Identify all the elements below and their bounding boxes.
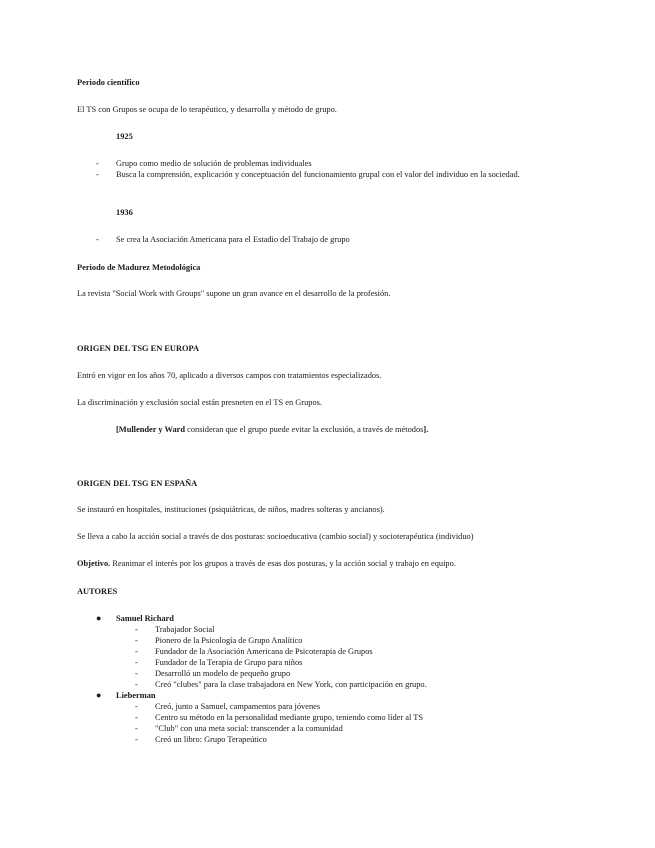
author-lieberman: Lieberman <box>116 691 156 700</box>
dash-marker: - <box>135 636 138 645</box>
heading-origen-europa: ORIGEN DEL TSG EN EUROPA <box>77 344 200 353</box>
objetivo-label: Objetivo. <box>77 559 111 568</box>
dash-marker: - <box>135 658 138 667</box>
paragraph-revista: La revista "Social Work with Groups" supone un gran avance en el desarrollo de la profesión. <box>77 289 391 298</box>
list-item: "Club" con una meta social: transcender a la comunidad <box>155 724 343 733</box>
paragraph-europa-2: La discriminación y exclusión social están presneten en el TS en Grupos. <box>77 398 322 407</box>
dash-marker: - <box>135 625 138 634</box>
heading-periodo-cientifico: Periodo científico <box>77 78 140 87</box>
dash-marker: - <box>96 159 99 168</box>
list-item: Fundador de la Terapia de Grupo para niños <box>155 658 303 667</box>
paragraph-europa-1: Entró en vigor en los años 70, aplicado a diversos campos con tratamientos especializados. <box>77 371 382 380</box>
heading-periodo-madurez: Periodo de Madurez Metodológica <box>77 263 201 272</box>
bullet-icon: ● <box>96 690 102 700</box>
heading-autores: AUTORES <box>77 587 118 596</box>
author-samuel-richard: Samuel Richard <box>116 614 174 623</box>
quote-authors: Mullender y Ward <box>118 425 186 434</box>
dash-marker: - <box>135 647 138 656</box>
year-1936: 1936 <box>116 208 133 217</box>
objetivo-text: Reanimar el interés por los grupos a través de esas dos posturas, y la acción social y trabajo en equipo. <box>110 559 456 568</box>
list-item: Creó un libro: Grupo Terapeútico <box>155 735 267 744</box>
list-item: Fundador de la Asociación Americana de Psicoterapia de Grupos <box>155 647 373 656</box>
heading-origen-espana: ORIGEN DEL TSG EN ESPAÑA <box>77 479 198 488</box>
list-item: Creó, junto a Samuel, campamentos para jóvenes <box>155 702 321 711</box>
dash-marker: - <box>135 680 138 689</box>
dash-marker: - <box>135 724 138 733</box>
list-item: Centro su método en la personalidad mediante grupo, teniendo como líder al TS <box>155 713 424 722</box>
list-item: Busca la comprensión, explicación y conceptuación del funcionamiento grupal con el valor del individuo en la sociedad. <box>116 170 520 179</box>
dash-marker: - <box>135 702 138 711</box>
list-item: Grupo como medio de solución de problemas individuales <box>116 159 312 168</box>
list-item: Trabajador Social <box>155 625 215 634</box>
list-item: Desarrolló un modelo de pequeño grupo <box>155 669 291 678</box>
dash-marker: - <box>135 713 138 722</box>
dash-marker: - <box>135 735 138 744</box>
paragraph-objetivo <box>77 558 456 569</box>
quote-text: consideran que el grupo puede evitar la exclusión, a través de métodos <box>185 425 424 434</box>
paragraph-periodo-cientifico: El TS con Grupos se ocupa de lo terapéutico, y desarrolla y método de grupo. <box>77 105 337 114</box>
dash-marker: - <box>96 235 99 244</box>
year-1925: 1925 <box>116 132 133 141</box>
list-item: Creó "clubes" para la clase trabajadora en New York, con participación en grupo. <box>155 680 427 689</box>
dash-marker: - <box>135 669 138 678</box>
bullet-icon: ● <box>96 613 102 623</box>
list-item: Pionero de la Psicología de Grupo Analítico <box>155 636 303 645</box>
paragraph-espana-2: Se lleva a cabo la acción social a través de dos posturas: socioeducativa (cambio social) y socioterapéutica (individuo) <box>77 532 474 541</box>
paragraph-espana-1: Se instauró en hospitales, instituciones (psiquiátricas, de niños, madres solteras y ancianos). <box>77 505 385 514</box>
list-item: Se crea la Asociación Americana para el Estadio del Trabajo de grupo <box>116 235 350 244</box>
dash-marker: - <box>96 170 99 179</box>
quote-close-bracket: ]. <box>423 425 429 434</box>
quote-open-bracket: [ <box>116 425 119 434</box>
quote-mullender-ward <box>116 424 428 435</box>
